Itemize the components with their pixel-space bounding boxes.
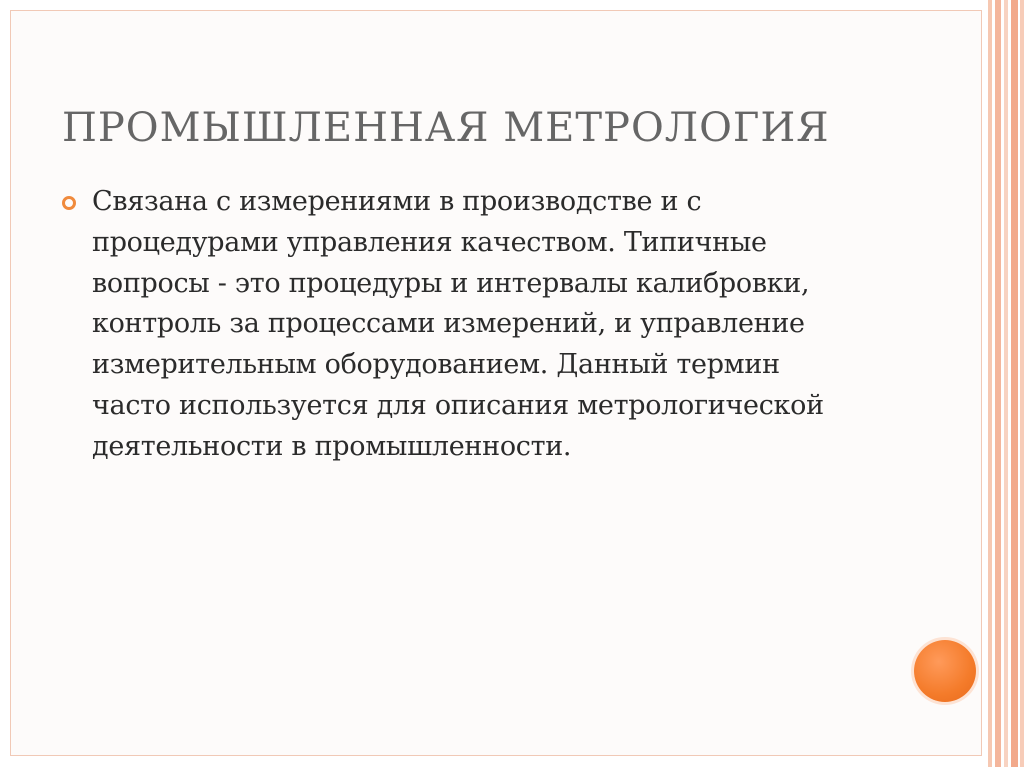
decorative-stripe bbox=[1011, 0, 1018, 767]
ring-bullet-icon bbox=[62, 196, 76, 210]
decorative-stripe bbox=[995, 0, 1001, 767]
bullet-list bbox=[60, 182, 840, 468]
slide-title: ПРОМЫШЛЕННАЯ МЕТРОЛОГИЯ bbox=[62, 105, 830, 151]
decorative-stripe bbox=[1020, 0, 1024, 767]
decorative-stripe bbox=[988, 0, 992, 767]
decorative-stripe bbox=[1004, 0, 1008, 767]
bullet-item bbox=[60, 182, 840, 468]
bullet-text: Связана с измерениями в производстве и с процедурами управления качеством. Типичные вопросы - это процедуры и интервалы калибровки, контроль за процессами измерений, и управление измерительным оборудованием. Данный термин часто используется для описания метрологической деятельности в промышленности. bbox=[92, 186, 824, 462]
orange-circle-icon bbox=[914, 640, 976, 702]
